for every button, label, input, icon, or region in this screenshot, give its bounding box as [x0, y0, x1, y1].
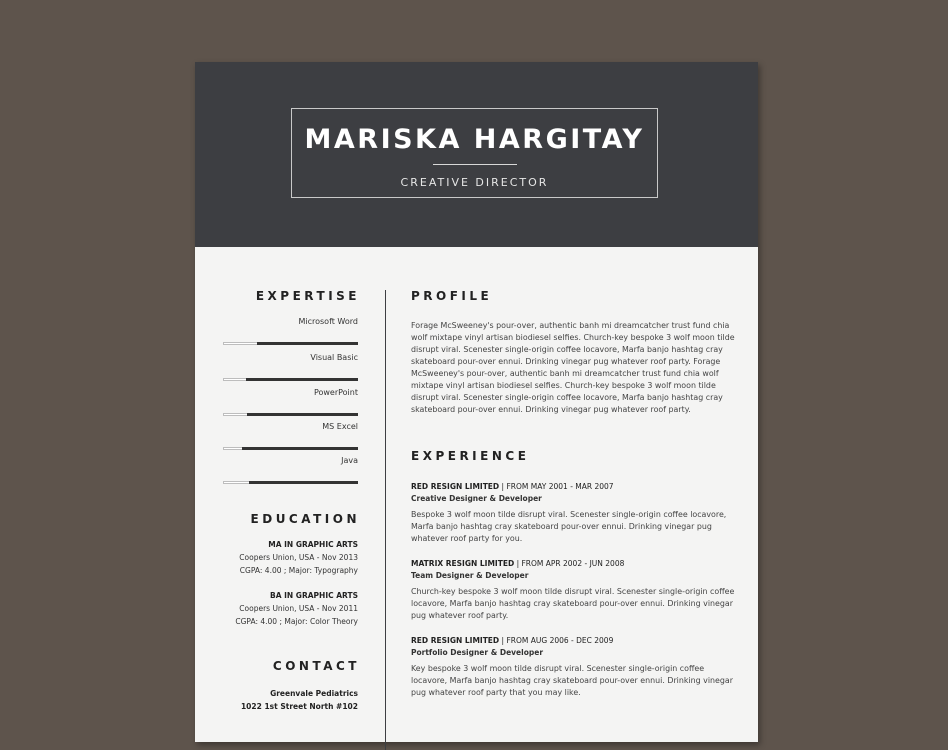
experience-text: Bespoke 3 wolf moon tilde disrupt viral. Scenester single-origin coffee locavore, Marfa banjo hashtag cray skateboard pour-over ennui. Drinking vinegar pug whatever roof party for you.	[411, 510, 727, 543]
skill-bar-fill	[249, 481, 358, 484]
experience-dates: | FROM MAY 2001 - MAR 2007	[499, 482, 614, 491]
experience-item	[411, 482, 741, 545]
profile-text: Forage McSweeney's pour-over, authentic banh mi dreamcatcher trust fund chia wolf mixtape vinyl artisan biodiesel selfies. Church-key bespoke 3 wolf moon tilde disrupt viral. Scenester single-origin coffee locavore, Marfa banjo hashtag cray skateboard pour-over ennui. Drinking vinegar pug whatever roof party. Forage McSweeney's pour-over, authentic banh mi dreamcatcher trust fund chia wolf mixtape vinyl artisan biodiesel selfies. Church-key bespoke 3 wolf moon tilde disrupt viral. Scenester single-origin coffee locavore, Marfa banjo hashtag cray skateboard pour-over ennui. Drinking vinegar pug whatever roof party.	[411, 321, 735, 414]
experience-dates: | FROM AUG 2006 - DEC 2009	[499, 636, 614, 645]
skill-label: PowerPoint	[313, 388, 358, 397]
experience-dates: | FROM APR 2002 - JUN 2008	[514, 559, 625, 568]
skill-label: Visual Basic	[310, 353, 358, 362]
skill-item	[223, 388, 358, 418]
experience-text: Key bespoke 3 wolf moon tilde disrupt viral. Scenester single-origin coffee locavore, Marfa banjo hashtag cray skateboard pour-over ennui. Drinking vinegar pug whatever roof party that you may like.	[411, 664, 733, 697]
skill-item	[223, 456, 358, 486]
resume-header	[195, 62, 758, 247]
skill-bar-fill	[242, 447, 358, 450]
expertise-heading: EXPERTISE	[255, 289, 360, 303]
experience-role: Team Designer & Developer	[411, 571, 529, 580]
education-item	[239, 538, 358, 577]
experience-company: RED RESIGN LIMITED	[411, 482, 500, 491]
experience-header	[411, 636, 741, 645]
skill-label: Microsoft Word	[298, 317, 358, 326]
experience-item	[411, 559, 741, 622]
contact-heading: CONTACT	[272, 659, 360, 673]
name-frame	[291, 108, 658, 198]
experience-header	[411, 559, 741, 568]
education-degree: BA IN GRAPHIC ARTS	[270, 591, 358, 600]
experience-company: RED RESIGN LIMITED	[411, 636, 500, 645]
education-degree: MA IN GRAPHIC ARTS	[268, 540, 358, 549]
resume-page	[195, 62, 758, 742]
education-school: Coopers Union, USA - Nov 2011	[239, 604, 358, 613]
education-school: Coopers Union, USA - Nov 2013	[239, 553, 358, 562]
profile-heading: PROFILE	[411, 289, 493, 303]
name-divider	[433, 164, 517, 165]
experience-heading: EXPERIENCE	[411, 449, 530, 463]
experience-company: MATRIX RESIGN LIMITED	[411, 559, 515, 568]
skill-label: MS Excel	[322, 422, 358, 431]
column-divider	[385, 290, 386, 750]
skill-bar-fill	[257, 342, 358, 345]
skill-bar-fill	[246, 378, 358, 381]
skill-item	[223, 353, 358, 383]
skill-item	[223, 317, 358, 347]
experience-header	[411, 482, 741, 491]
contact-line: Greenvale Pediatrics	[270, 689, 358, 698]
education-grade: CGPA: 4.00 ; Major: Color Theory	[235, 617, 358, 626]
contact-line: 1022 1st Street North #102	[240, 702, 358, 711]
education-heading: EDUCATION	[250, 512, 360, 526]
skill-label: Java	[341, 456, 358, 465]
skill-item	[223, 422, 358, 452]
experience-item	[411, 636, 741, 699]
skill-bar-fill	[247, 413, 358, 416]
experience-role: Portfolio Designer & Developer	[411, 648, 544, 657]
candidate-title: CREATIVE DIRECTOR	[400, 176, 549, 189]
experience-role: Creative Designer & Developer	[411, 494, 542, 503]
education-grade: CGPA: 4.00 ; Major: Typography	[239, 566, 358, 575]
candidate-name: MARISKA HARGITAY	[304, 124, 645, 155]
education-item	[235, 589, 358, 628]
experience-text: Church-key bespoke 3 wolf moon tilde disrupt viral. Scenester single-origin coffee locavore, Marfa banjo hashtag cray skateboard pour-over ennui. Drinking vinegar pug whatever roof party.	[411, 587, 735, 620]
